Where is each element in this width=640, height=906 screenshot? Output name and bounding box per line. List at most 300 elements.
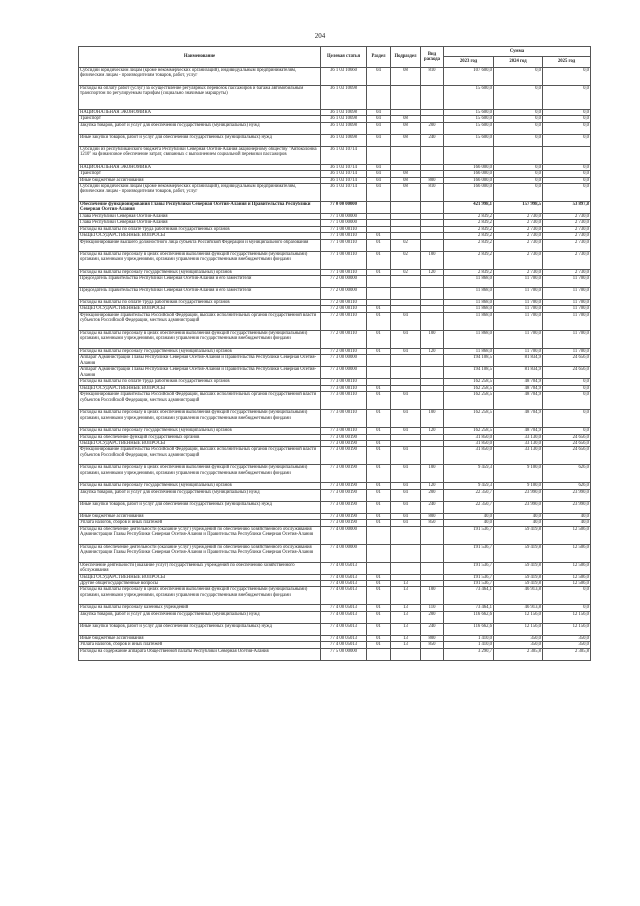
row-sum-2023: 116 662,6 [444, 611, 494, 623]
row-sum-2023: 15 600,0 [444, 122, 494, 134]
row-expense-type: 100 [421, 587, 444, 605]
row-name: Расходы на выплаты персоналу государственных (муниципальных) органов [79, 348, 321, 354]
row-name: Обеспечение деятельности (оказание услуг) государственных учреждений по обеспечению хозяйственного обслуживания [79, 562, 321, 574]
row-name: ОБЩЕГОСУДАРСТВЕННЫЕ ВОПРОСЫ [79, 233, 321, 239]
row-subsection: 08 [391, 184, 421, 202]
row-sum-2023: 421 998,1 [444, 202, 494, 214]
row-sum-2025: 23 990,0 [543, 489, 591, 501]
row-sum-2023: 166 000,0 [444, 177, 494, 183]
row-sum-2024: 23 990,0 [494, 501, 543, 513]
row-sum-2023: 11 868,0 [444, 312, 494, 330]
row-sum-2024: 11 700,0 [494, 312, 543, 330]
row-expense-type [421, 312, 444, 330]
row-sum-2025: 0,0 [543, 116, 591, 122]
row-sum-2025: 24 656,0 [543, 367, 591, 379]
row-sum-2024: 59 419,8 [494, 580, 543, 586]
row-name: Обеспечение функционирования Главы Республики Северная Осетия-Алания и Правительства Республики Северная Осетия-Алания [79, 202, 321, 214]
table-row [79, 367, 591, 379]
row-name: Расходы на выплаты по оплате труда работников государственных органов [79, 226, 321, 232]
row-target-article: 77 3 00 00110 [321, 410, 367, 428]
row-name: Иные закупки товаров, работ и услуг для обеспечения государственных (муниципальных) нужд [79, 501, 321, 513]
row-sum-2025: 12 156,0 [543, 611, 591, 623]
header-section: Раздел [367, 47, 391, 68]
row-target-article: 77 2 00 00110 [321, 312, 367, 330]
row-expense-type: 100 [421, 330, 444, 348]
row-target-article: 77 1 00 00000 [321, 220, 367, 226]
row-name: Иные бюджетные ассигнования [79, 635, 321, 641]
table-row [79, 276, 591, 288]
row-section [367, 146, 391, 164]
table-row [79, 611, 591, 623]
row-sum-2023: 3 290,7 [444, 648, 494, 660]
row-sum-2024: 0,0 [494, 164, 543, 170]
row-sum-2024: 11 700,0 [494, 276, 543, 288]
row-sum-2025: 12 506,0 [543, 544, 591, 562]
row-section: 01 [367, 392, 391, 410]
row-sum-2023: 22 350,7 [444, 489, 494, 501]
row-target-article: 77 1 00 00110 [321, 239, 367, 251]
row-section: 01 [367, 635, 391, 641]
row-section: 01 [367, 306, 391, 312]
row-expense-type: 240 [421, 501, 444, 513]
row-sum-2025: 0,0 [543, 110, 591, 116]
row-subsection: 08 [391, 171, 421, 177]
row-sum-2024: 157 998,5 [494, 202, 543, 214]
row-subsection: 08 [391, 122, 421, 134]
header-sum: Сумма [444, 47, 591, 57]
row-name: Расходы на выплаты персоналу государственных (муниципальных) органов [79, 483, 321, 489]
table-row [79, 526, 591, 544]
row-target-article: 77 3 00 00190 [321, 513, 367, 519]
row-sum-2025: 40,0 [543, 513, 591, 519]
row-subsection [391, 526, 421, 544]
row-target-article: 36 1 03 10698 [321, 116, 367, 122]
row-section: 04 [367, 116, 391, 122]
row-name: Расходы на выплаты персоналу в целях обеспечения выполнения функций государственными (муниципальными) органами, казенными учреждениями, органами управления государственными внебюджетными фондами [79, 330, 321, 348]
table-row [79, 184, 591, 202]
row-sum-2024: 350,0 [494, 642, 543, 648]
row-section: 01 [367, 239, 391, 251]
row-target-article: 36 1 03 10714 [321, 164, 367, 170]
row-target-article: 36 1 03 10698 [321, 134, 367, 146]
row-expense-type [421, 544, 444, 562]
row-name: ОБЩЕГОСУДАРСТВЕННЫЕ ВОПРОСЫ [79, 574, 321, 580]
row-sum-2025: 0,0 [543, 605, 591, 611]
row-sum-2025: 0,0 [543, 171, 591, 177]
row-name: Расходы на обеспечение деятельности (оказание услуг) учреждений по обеспечению хозяйственного обслуживания Администрации Главы Республики Северная Осетия-Алания и Правительства Республики Северная Осетия-Алания [79, 526, 321, 544]
row-name: Транспорт [79, 171, 321, 177]
table-row [79, 86, 591, 110]
row-sum-2023: 191 536,7 [444, 580, 494, 586]
row-name: Расходы на выплаты по оплате труда работников государственных органов [79, 379, 321, 385]
row-sum-2023: 162 258,5 [444, 410, 494, 428]
row-sum-2024: 9 100,0 [494, 483, 543, 489]
row-target-article: 36 1 03 10698 [321, 110, 367, 116]
row-subsection: 04 [391, 312, 421, 330]
row-subsection [391, 367, 421, 379]
row-name: Расходы на выплаты персоналу в целях обеспечения выполнения функций государственными (муниципальными) органами, казенными учреждениями, органами управления государственными внебюджетными фондами [79, 587, 321, 605]
row-sum-2024: 0,0 [494, 68, 543, 86]
row-sum-2025: 12 506,0 [543, 562, 591, 574]
row-name: Расходы на оплату работ (услуг) за осуществление регулярных перевозок пассажиров и багажа автомобильным транспортом по регулируемым тарифам (социально значимые маршруты) [79, 86, 321, 110]
table-row [79, 239, 591, 251]
table-row [79, 392, 591, 410]
row-sum-2025: 24 656,0 [543, 447, 591, 465]
table-row [79, 134, 591, 146]
row-sum-2023: 166 000,0 [444, 171, 494, 177]
row-subsection [391, 648, 421, 660]
row-expense-type [421, 648, 444, 660]
row-subsection: 13 [391, 605, 421, 611]
row-expense-type: 800 [421, 513, 444, 519]
row-name: ОБЩЕГОСУДАРСТВЕННЫЕ ВОПРОСЫ [79, 385, 321, 391]
row-sum-2024: 0,0 [494, 171, 543, 177]
table-row [79, 489, 591, 501]
row-sum-2024: 0,0 [494, 110, 543, 116]
row-sum-2024: 33 130,0 [494, 447, 543, 465]
row-subsection: 13 [391, 642, 421, 648]
row-section: 01 [367, 574, 391, 580]
row-sum-2025: 350,0 [543, 635, 591, 641]
row-name: Закупка товаров, работ и услуг для обеспечения государственных (муниципальных) нужд [79, 611, 321, 623]
row-subsection [391, 355, 421, 367]
row-sum-2024: 0,0 [494, 184, 543, 202]
row-subsection: 04 [391, 489, 421, 501]
row-target-article: 77 3 00 00190 [321, 465, 367, 483]
row-sum-2023 [444, 146, 494, 164]
row-target-article: 77 3 00 00190 [321, 440, 367, 446]
row-sum-2024: 48 704,9 [494, 410, 543, 428]
row-target-article: 77 3 00 00110 [321, 379, 367, 385]
row-expense-type: 100 [421, 465, 444, 483]
row-name: НАЦИОНАЛЬНАЯ ЭКОНОМИКА [79, 164, 321, 170]
row-section: 01 [367, 440, 391, 446]
row-sum-2024: 40,0 [494, 520, 543, 526]
row-target-article: 77 3 00 00000 [321, 355, 367, 367]
row-subsection [391, 202, 421, 214]
row-subsection: 08 [391, 116, 421, 122]
row-sum-2024: 59 419,8 [494, 544, 543, 562]
row-name: Расходы на выплаты персоналу в целях обеспечения выполнения функций государственными (муниципальными) органами, казенными учреждениями, органами управления государственными внебюджетными фондами [79, 465, 321, 483]
row-expense-type: 850 [421, 520, 444, 526]
table-row [79, 501, 591, 513]
row-sum-2025: 0,0 [543, 379, 591, 385]
row-sum-2025: 11 700,0 [543, 276, 591, 288]
row-sum-2023: 162 258,5 [444, 385, 494, 391]
row-name: Расходы на обеспечение деятельности (оказание услуг) учреждений по обеспечению хозяйственного обслуживания Администрации Главы Республики Северная Осетия-Алания и Правительства Республики Северная Осетия-Алания [79, 544, 321, 562]
row-sum-2025: 2 305,8 [543, 648, 591, 660]
row-target-article: 36 1 03 10698 [321, 122, 367, 134]
row-name: Функционирование Правительства Российской Федерации, высших исполнительных органов государственной власти субъектов Российской Федерации, местных администраций [79, 447, 321, 465]
row-sum-2023: 11 868,0 [444, 276, 494, 288]
row-target-article: 77 3 00 00190 [321, 520, 367, 526]
row-sum-2023: 11 868,0 [444, 288, 494, 300]
row-name: Уплата налогов, сборов и иных платежей [79, 520, 321, 526]
row-sum-2025: 2 730,0 [543, 226, 591, 232]
header-year-2023: 2023 год [444, 57, 494, 68]
row-sum-2023: 11 868,0 [444, 348, 494, 354]
table-row [79, 68, 591, 86]
row-expense-type: 100 [421, 251, 444, 269]
row-target-article: 77 2 00 00110 [321, 306, 367, 312]
row-subsection: 02 [391, 251, 421, 269]
row-name: Транспорт [79, 116, 321, 122]
row-sum-2024: 0,0 [494, 122, 543, 134]
budget-table [78, 46, 591, 661]
row-sum-2024: 2 305,8 [494, 648, 543, 660]
row-subsection: 04 [391, 520, 421, 526]
table-row [79, 544, 591, 562]
row-name: Иные закупки товаров, работ и услуг для обеспечения государственных (муниципальных) нужд [79, 623, 321, 635]
row-target-article: 36 1 03 10714 [321, 177, 367, 183]
row-name: Глава Республики Северная Осетия-Алания [79, 214, 321, 220]
row-target-article: 77 3 00 00190 [321, 489, 367, 501]
row-sum-2023: 9 459,3 [444, 465, 494, 483]
row-target-article: 77 1 00 00110 [321, 233, 367, 239]
row-sum-2023: 162 258,5 [444, 392, 494, 410]
row-name: Председатель Правительства Республики Северная Осетия-Алания и его заместители [79, 288, 321, 300]
row-sum-2024: 33 130,0 [494, 434, 543, 440]
table-row [79, 465, 591, 483]
row-section: 04 [367, 171, 391, 177]
table-row [79, 410, 591, 428]
row-sum-2024: 11 700,0 [494, 300, 543, 306]
row-subsection: 04 [391, 501, 421, 513]
table-row [79, 587, 591, 605]
row-target-article: 77 3 00 00110 [321, 428, 367, 434]
row-section: 01 [367, 642, 391, 648]
row-section: 01 [367, 623, 391, 635]
row-sum-2023: 191 536,7 [444, 526, 494, 544]
row-section: 01 [367, 489, 391, 501]
row-section [367, 526, 391, 544]
row-sum-2025: 53 897,8 [543, 202, 591, 214]
row-sum-2025: 0,0 [543, 86, 591, 110]
row-sum-2024: 9 100,0 [494, 465, 543, 483]
row-section: 04 [367, 134, 391, 146]
row-name: Уплата налогов, сборов и иных платежей [79, 642, 321, 648]
row-sum-2024: 59 419,8 [494, 562, 543, 574]
row-subsection: 02 [391, 239, 421, 251]
row-sum-2024: 2 730,0 [494, 214, 543, 220]
page-number: 204 [314, 32, 326, 40]
row-sum-2024: 46 913,8 [494, 587, 543, 605]
row-section: 04 [367, 68, 391, 86]
row-expense-type: 110 [421, 605, 444, 611]
row-sum-2025: 2 730,0 [543, 214, 591, 220]
row-sum-2024: 33 130,0 [494, 440, 543, 446]
row-section: 04 [367, 110, 391, 116]
row-sum-2025: 626,0 [543, 465, 591, 483]
row-section [367, 202, 391, 214]
row-sum-2023: 11 868,0 [444, 330, 494, 348]
header-name: Наименование [79, 47, 321, 68]
row-sum-2024: 40,0 [494, 513, 543, 519]
row-target-article: 77 4 00 05013 [321, 605, 367, 611]
row-section [367, 562, 391, 574]
row-sum-2023: 2 839,2 [444, 239, 494, 251]
row-subsection [391, 146, 421, 164]
row-target-article: 77 4 00 00000 [321, 544, 367, 562]
row-section [367, 276, 391, 288]
header-target-article: Целевая статья [321, 47, 367, 68]
row-subsection: 02 [391, 269, 421, 275]
row-sum-2024: 48 704,9 [494, 385, 543, 391]
row-expense-type: 120 [421, 483, 444, 489]
row-section: 01 [367, 501, 391, 513]
row-name: Функционирование Правительства Российской Федерации, высших исполнительных органов государственной власти субъектов Российской Федерации, местных администраций [79, 392, 321, 410]
row-subsection: 13 [391, 611, 421, 623]
row-section: 01 [367, 513, 391, 519]
row-sum-2025: 23 990,0 [543, 501, 591, 513]
row-sum-2024: 46 913,8 [494, 605, 543, 611]
row-expense-type [421, 239, 444, 251]
row-section: 01 [367, 233, 391, 239]
row-expense-type: 810 [421, 68, 444, 86]
row-subsection: 13 [391, 635, 421, 641]
row-target-article: 77 4 00 05013 [321, 562, 367, 574]
row-expense-type: 120 [421, 269, 444, 275]
row-target-article: 77 1 00 00000 [321, 214, 367, 220]
row-sum-2025 [543, 146, 591, 164]
row-section: 01 [367, 428, 391, 434]
row-section [367, 86, 391, 110]
row-name: Председатель Правительства Республики Северная Осетия-Алания и его заместители [79, 276, 321, 288]
row-sum-2024: 59 419,8 [494, 574, 543, 580]
row-subsection: 04 [391, 392, 421, 410]
row-target-article: 77 1 00 00110 [321, 251, 367, 269]
row-sum-2024: 12 156,0 [494, 623, 543, 635]
row-expense-type [421, 276, 444, 288]
row-sum-2023: 191 536,7 [444, 574, 494, 580]
row-name: Расходы на выплаты персоналу в целях обеспечения выполнения функций государственными (муниципальными) органами, казенными учреждениями, органами управления государственными внебюджетными фондами [79, 410, 321, 428]
row-subsection: 08 [391, 177, 421, 183]
row-section: 01 [367, 251, 391, 269]
row-name: Расходы на выплаты персоналу государственных (муниципальных) органов [79, 428, 321, 434]
row-subsection [391, 276, 421, 288]
row-expense-type: 850 [421, 642, 444, 648]
row-sum-2025: 0,0 [543, 587, 591, 605]
row-sum-2025: 0,0 [543, 410, 591, 428]
row-subsection: 13 [391, 623, 421, 635]
row-sum-2024: 11 700,0 [494, 306, 543, 312]
row-target-article: 77 2 00 00110 [321, 348, 367, 354]
row-expense-type [421, 562, 444, 574]
row-section: 01 [367, 330, 391, 348]
row-name: Функционирование Правительства Российской Федерации, высших исполнительных органов государственной власти субъектов Российской Федерации, местных администраций [79, 312, 321, 330]
row-expense-type [421, 288, 444, 300]
row-sum-2023: 166 000,0 [444, 164, 494, 170]
table-row [79, 355, 591, 367]
row-sum-2025: 626,0 [543, 483, 591, 489]
row-sum-2023: 2 839,2 [444, 251, 494, 269]
row-expense-type: 200 [421, 489, 444, 501]
row-section: 01 [367, 269, 391, 275]
row-expense-type: 100 [421, 410, 444, 428]
row-sum-2025: 11 700,0 [543, 312, 591, 330]
row-target-article: 77 2 00 00110 [321, 300, 367, 306]
row-sum-2025: 0,0 [543, 385, 591, 391]
row-name: Расходы на содержание аппарата Общественной палаты Республики Северная Осетия-Алания [79, 648, 321, 660]
row-sum-2024: 59 419,8 [494, 526, 543, 544]
table-row [79, 288, 591, 300]
row-name: Иные бюджетные ассигнования [79, 513, 321, 519]
row-target-article: 77 3 00 00190 [321, 483, 367, 489]
row-name: Расходы на выплаты персоналу казенных учреждений [79, 605, 321, 611]
row-target-article: 36 1 03 10698 [321, 86, 367, 110]
row-target-article: 77 0 00 00000 [321, 202, 367, 214]
row-sum-2023: 15 600,0 [444, 86, 494, 110]
row-sum-2024: 0,0 [494, 86, 543, 110]
row-expense-type [421, 447, 444, 465]
row-sum-2024: 11 700,0 [494, 330, 543, 348]
row-sum-2025: 24 656,0 [543, 440, 591, 446]
row-subsection [391, 544, 421, 562]
row-target-article: 36 1 03 10714 [321, 171, 367, 177]
row-section [367, 367, 391, 379]
row-name: Субсидии юридическим лицам (кроме некоммерческих организаций), индивидуальным предпринимателям, физическим лицам - производителям товаров, работ, услуг [79, 68, 321, 86]
row-name: Закупка товаров, работ и услуг для обеспечения государственных (муниципальных) нужд [79, 489, 321, 501]
row-expense-type: 810 [421, 184, 444, 202]
row-sum-2024: 2 730,0 [494, 269, 543, 275]
row-sum-2023: 2 839,2 [444, 269, 494, 275]
row-expense-type [421, 86, 444, 110]
row-subsection [391, 86, 421, 110]
row-target-article: 36 1 03 10660 [321, 68, 367, 86]
row-sum-2025: 12 506,0 [543, 580, 591, 586]
row-sum-2024: 12 156,0 [494, 611, 543, 623]
row-expense-type: 120 [421, 428, 444, 434]
row-subsection: 08 [391, 68, 421, 86]
row-sum-2025: 40,0 [543, 520, 591, 526]
row-target-article: 77 3 00 00190 [321, 501, 367, 513]
row-subsection [391, 288, 421, 300]
row-sum-2025: 0,0 [543, 122, 591, 134]
row-subsection: 04 [391, 513, 421, 519]
row-expense-type [421, 355, 444, 367]
row-target-article: 77 1 00 00110 [321, 269, 367, 275]
header-expense-type: Вид расхода [421, 47, 444, 68]
row-target-article: 77 1 00 00110 [321, 226, 367, 232]
row-sum-2023: 11 868,0 [444, 306, 494, 312]
row-section: 04 [367, 184, 391, 202]
row-subsection: 04 [391, 348, 421, 354]
row-sum-2023: 191 536,7 [444, 544, 494, 562]
row-expense-type: 800 [421, 177, 444, 183]
row-sum-2024: 2 730,0 [494, 233, 543, 239]
row-section: 01 [367, 483, 391, 489]
row-name: Закупка товаров, работ и услуг для обеспечения государственных (муниципальных) нужд [79, 122, 321, 134]
row-target-article: 77 3 00 00000 [321, 367, 367, 379]
row-sum-2025: 350,0 [543, 642, 591, 648]
row-sum-2025: 0,0 [543, 392, 591, 410]
row-name: Иные бюджетные ассигнования [79, 177, 321, 183]
row-subsection: 08 [391, 134, 421, 146]
row-sum-2023: 116 662,6 [444, 623, 494, 635]
row-subsection: 04 [391, 465, 421, 483]
row-subsection: 13 [391, 580, 421, 586]
row-sum-2023: 15 600,0 [444, 116, 494, 122]
row-target-article: 77 4 00 05013 [321, 642, 367, 648]
row-subsection: 04 [391, 428, 421, 434]
row-sum-2024: 2 730,0 [494, 220, 543, 226]
row-sum-2025: 12 156,0 [543, 623, 591, 635]
row-sum-2023: 166 000,0 [444, 184, 494, 202]
row-sum-2025: 11 700,0 [543, 288, 591, 300]
row-name: Расходы на выплаты по оплате труда работников государственных органов [79, 300, 321, 306]
row-sum-2024: 2 730,0 [494, 251, 543, 269]
row-sum-2024: 11 700,0 [494, 288, 543, 300]
